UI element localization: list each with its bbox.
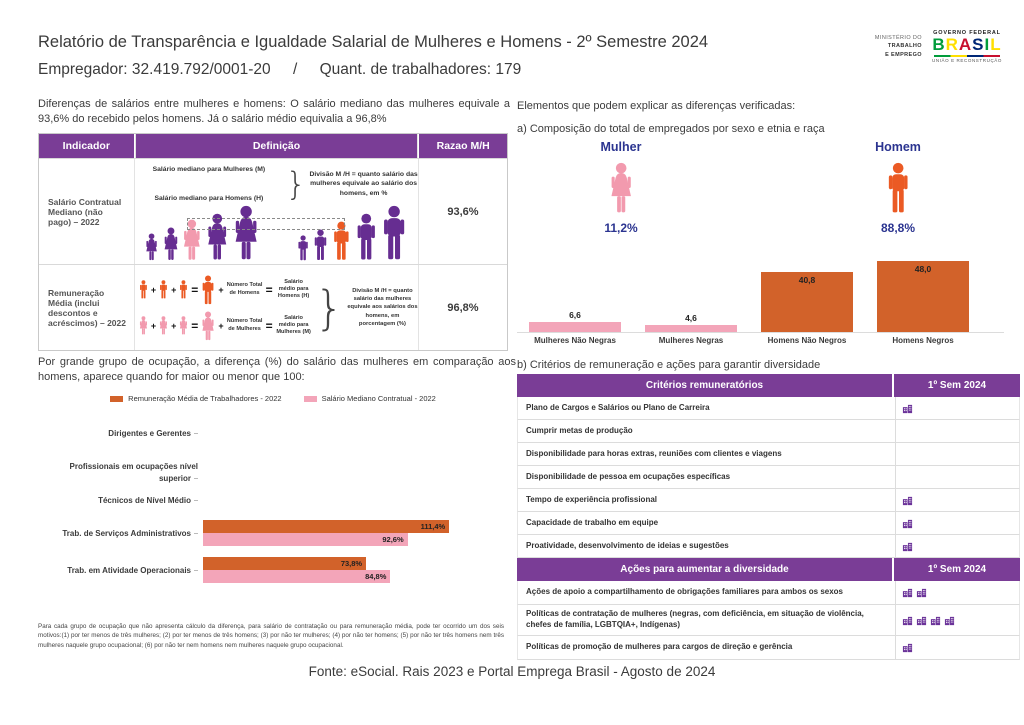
- median-men-label: Salário mediano para Homens (H): [154, 195, 264, 202]
- category-label: Trab. em Atividade Operacionais: [38, 557, 198, 584]
- action-marker-cell: [895, 605, 1019, 635]
- company-building-icon: [930, 615, 941, 626]
- division-note: Divisão M /H = quanto salário das mulheres equivale ao salário dos homens, em %: [309, 171, 418, 197]
- header-indicador: Indicador: [39, 134, 134, 158]
- category-label: Mulheres Negras: [658, 336, 724, 345]
- header-semestre: 1º Sem 2024: [894, 558, 1020, 581]
- salary-indicator-table: [38, 133, 508, 351]
- plus-sign: +: [171, 320, 177, 331]
- average-equations: [135, 267, 312, 349]
- criteria-label: Cumprir metas de produção: [526, 425, 633, 435]
- man-icon: [179, 280, 188, 299]
- bars: [203, 520, 449, 546]
- table-row: [517, 535, 1020, 558]
- company-building-icon: [916, 615, 927, 626]
- plus-sign: +: [218, 320, 224, 331]
- men-average-equation: [139, 275, 312, 305]
- table-row: [517, 489, 1020, 512]
- company-building-icon: [944, 615, 955, 626]
- legend-swatch-pink: [304, 396, 317, 402]
- population-figures: [135, 205, 418, 263]
- hbar-segment: 84,8%: [203, 570, 390, 583]
- man-icon-large: [886, 162, 910, 214]
- table-row: [517, 443, 1020, 466]
- women-count-label: Número Total de Mulheres: [226, 318, 263, 332]
- ratio-value: 96,8%: [447, 301, 479, 314]
- occupation-footnote: Para cada grupo de ocupação que não apresenta cálculo da diferença, para salário de contratação ou para remuneração média, pode ter ocorrido um dos seis motivos:(1) por ter menos de três mulheres; (2) por ter menos de três homens; (3) por não ter mulheres; (4) por não ter homens; (5) por não ter três homens nem três mulheres naquele grupo ocupacional; (6) por não ter nem homens nem mulheres naquele grupo ocupacional.: [38, 623, 504, 649]
- government-logos: [875, 30, 1002, 63]
- plus-sign: +: [150, 284, 157, 295]
- action-marker-cell: [895, 636, 1019, 659]
- hbar-segment: 111,4%: [203, 520, 449, 533]
- criteria-marker-cell: [895, 512, 1019, 534]
- category-label: Mulheres Não Negras: [534, 336, 616, 345]
- woman-total-icon: [201, 311, 215, 341]
- category-label: Técnicos de Nível Médio: [38, 495, 198, 507]
- bar-group: [749, 253, 865, 332]
- equals-sign: =: [265, 282, 273, 297]
- company-building-icon: [916, 587, 927, 598]
- indicator-label: Remuneração Média (inclui descontos e acréscimos) – 2022: [48, 287, 126, 328]
- source-footer: Fonte: eSocial. Rais 2023 e Portal Emprega Brasil - Agosto de 2024: [308, 664, 716, 679]
- criteria-table-header: [517, 374, 1020, 397]
- legend-item-remuneracao: [110, 394, 281, 403]
- gov-slogan: UNIÃO E RECONSTRUÇÃO: [931, 57, 1002, 63]
- company-building-icon: [902, 518, 913, 529]
- page-title: Relatório de Transparência e Igualdade Salarial de Mulheres e Homens - 2º Semestre 2024: [38, 33, 709, 51]
- brace-glyph: }: [285, 165, 307, 203]
- homem-block: [838, 140, 958, 235]
- woman-icon-large: [609, 162, 633, 214]
- table-row-media: [39, 264, 507, 350]
- men-salary-label: Salário médio para Homens (H): [277, 278, 310, 300]
- criteria-label: Tempo de experiência profissional: [526, 494, 657, 504]
- women-salary-label: Salário médio para Mulheres (M): [276, 314, 311, 336]
- woman-icon: [179, 316, 188, 335]
- table-row: [517, 605, 1020, 636]
- category-label: Trab. de Serviços Administrativos: [38, 520, 198, 547]
- category-label: Homens Negros: [892, 336, 954, 345]
- bar-value-label: 48,0: [914, 263, 932, 274]
- elements-heading: Elementos que podem explicar as diferenças verificadas:: [517, 100, 796, 112]
- legend-label: Remuneração Média de Trabalhadores - 2022: [128, 394, 282, 403]
- plus-sign: +: [171, 284, 177, 295]
- ministry-line3: E EMPREGO: [885, 51, 922, 58]
- man-icon: [159, 280, 168, 299]
- bar-mulheres-negras: [645, 325, 737, 332]
- division-note: Divisão M /H = quanto salário das mulheres equivale aos salários dos homens, em porcentagem (%): [347, 288, 418, 327]
- salary-difference-intro: Diferenças de salários entre mulheres e homens: O salário mediano das mulheres equivale a 93,6% do recebido pelos homens. Já o salário médio equivalia a 96,8%: [38, 98, 510, 125]
- flag-color-strip: [934, 55, 1000, 57]
- bars: [203, 557, 390, 583]
- header-definicao: Definição: [135, 134, 419, 158]
- mulher-block: [561, 140, 681, 235]
- legend-swatch-orange: [110, 396, 123, 402]
- median-women-label: Salário mediano para Mulheres (M): [152, 166, 266, 173]
- man-icon: [381, 205, 407, 261]
- woman-icon: [139, 316, 148, 335]
- composition-bar-chart: [517, 253, 1004, 345]
- gov-federal-label: GOVERNO FEDERAL: [933, 30, 1001, 36]
- definition-cell: [134, 159, 419, 264]
- ministry-label: [875, 34, 922, 59]
- median-lines: [135, 166, 283, 202]
- action-label: Ações de apoio a compartilhamento de obrigações familiares para ambos os sexos: [526, 587, 843, 597]
- criteria-marker-cell: [895, 466, 1019, 488]
- govbr-brand: BRASIL: [932, 35, 1002, 54]
- chart-legend: [38, 394, 508, 403]
- employer-line: [38, 61, 521, 79]
- bar-value-label: 40,8: [798, 274, 816, 285]
- criteria-label: Proatividade, desenvolvimento de ideias e sugestões: [526, 540, 729, 550]
- company-building-icon: [902, 403, 913, 414]
- table-row: [517, 636, 1020, 660]
- company-building-icon: [902, 495, 913, 506]
- header-criterios: Critérios remuneratórios: [517, 374, 892, 397]
- employer-value: Empregador: 32.419.792/0001-20: [38, 61, 271, 78]
- criteria-label: Plano de Cargos e Salários ou Plano de Carreira: [526, 402, 710, 412]
- man-icon: [139, 280, 148, 299]
- header-razao: Razao M/H: [419, 134, 507, 158]
- company-building-icon: [902, 615, 913, 626]
- criteria-marker-cell: [895, 397, 1019, 419]
- bar-mulheres-nao-negras: [529, 322, 621, 332]
- criteria-actions-table: [517, 374, 1020, 660]
- ministry-line1: MINISTÉRIO DO: [874, 35, 922, 42]
- legend-label: Salário Mediano Contratual - 2022: [321, 394, 436, 403]
- company-building-icon: [902, 587, 913, 598]
- homem-percentage: 88,8%: [880, 221, 916, 235]
- brace-glyph: }: [314, 280, 344, 335]
- plus-sign: +: [218, 284, 224, 295]
- criteria-marker-cell: [895, 420, 1019, 442]
- bar-group: [633, 253, 749, 332]
- man-icon: [297, 235, 309, 261]
- category-label: Dirigentes e Gerentes: [38, 428, 198, 440]
- table-row: [517, 581, 1020, 605]
- criteria-marker-cell: [895, 443, 1019, 465]
- woman-icon: [233, 205, 259, 261]
- woman-icon: [159, 316, 168, 335]
- chart-plot-area: [517, 253, 1004, 333]
- bar-group: [865, 253, 981, 332]
- company-building-icon: [902, 642, 913, 653]
- action-label: Políticas de promoção de mulheres para cargos de direção e gerência: [526, 642, 793, 652]
- table-row: [517, 512, 1020, 535]
- ministry-line2: TRABALHO: [887, 43, 922, 50]
- median-connector-box: [187, 218, 345, 230]
- action-marker-cell: [895, 581, 1019, 604]
- homem-label: Homem: [875, 140, 921, 154]
- bar-group: [517, 253, 633, 332]
- median-definition: [135, 159, 418, 202]
- woman-icon: [163, 227, 179, 261]
- table-row-mediano: [39, 158, 507, 264]
- hbar-segment: 92,6%: [203, 533, 408, 546]
- women-average-equation: [139, 311, 312, 341]
- hbar-segment: 73,8%: [203, 557, 366, 570]
- criteria-heading: b) Critérios de remuneração e ações para garantir diversidade: [517, 359, 821, 371]
- header-acoes: Ações para aumentar a diversidade: [517, 558, 892, 581]
- salary-table-header: [39, 134, 507, 158]
- occupation-intro: Por grande grupo de ocupação, a diferença (%) do salário das mulheres em comparação aos homens, aparece quando for maior ou menor que 100:: [38, 356, 516, 383]
- definition-cell: [134, 265, 419, 350]
- criteria-label: Disponibilidade de pessoa em ocupações específicas: [526, 471, 731, 481]
- workers-count: Quant. de trabalhadores: 179: [319, 61, 522, 78]
- composition-heading: a) Composição do total de empregados por sexo e etnia e raça: [517, 123, 825, 135]
- man-total-icon: [201, 275, 215, 305]
- men-count-label: Número Total de Homens: [226, 282, 263, 296]
- category-label: Profissionais em ocupações nível superior: [38, 461, 198, 485]
- table-row: [517, 420, 1020, 443]
- mulher-label: Mulher: [600, 140, 642, 154]
- criteria-label: Capacidade de trabalho em equipe: [526, 517, 659, 527]
- man-icon: [355, 213, 378, 261]
- action-label: Políticas de contratação de mulheres (negras, com deficiência, em situação de violência, chefes de família, LGBTQIA+, Indígenas): [526, 609, 864, 629]
- criteria-label: Disponibilidade para horas extras, reuniões com clientes e viagens: [526, 448, 782, 458]
- plus-sign: +: [150, 320, 157, 331]
- woman-icon: [145, 233, 158, 261]
- indicator-label: Salário Contratual Mediano (não pago) – 2022: [48, 196, 122, 227]
- equals-sign: =: [191, 282, 199, 297]
- equals-sign: =: [191, 318, 199, 333]
- header-semestre: 1º Sem 2024: [894, 374, 1020, 397]
- occupation-bar-chart: [38, 412, 508, 607]
- chart-category-axis: [517, 333, 1004, 345]
- actions-table-header: [517, 558, 1020, 581]
- company-building-icon: [902, 541, 913, 552]
- man-icon: [313, 229, 328, 261]
- bar-value-label: 6,6: [569, 310, 581, 321]
- equals-sign: =: [265, 318, 273, 333]
- criteria-marker-cell: [895, 489, 1019, 511]
- mulher-percentage: 11,2%: [604, 221, 638, 235]
- govbr-logo: [932, 30, 1002, 63]
- table-row: [517, 397, 1020, 420]
- category-label: Homens Não Negros: [767, 336, 847, 345]
- legend-item-mediano: [304, 394, 436, 403]
- bar-value-label: 4,6: [685, 313, 697, 324]
- ratio-value: 93,6%: [447, 205, 479, 218]
- criteria-marker-cell: [895, 535, 1019, 557]
- table-row: [517, 466, 1020, 489]
- separator: /: [293, 61, 298, 78]
